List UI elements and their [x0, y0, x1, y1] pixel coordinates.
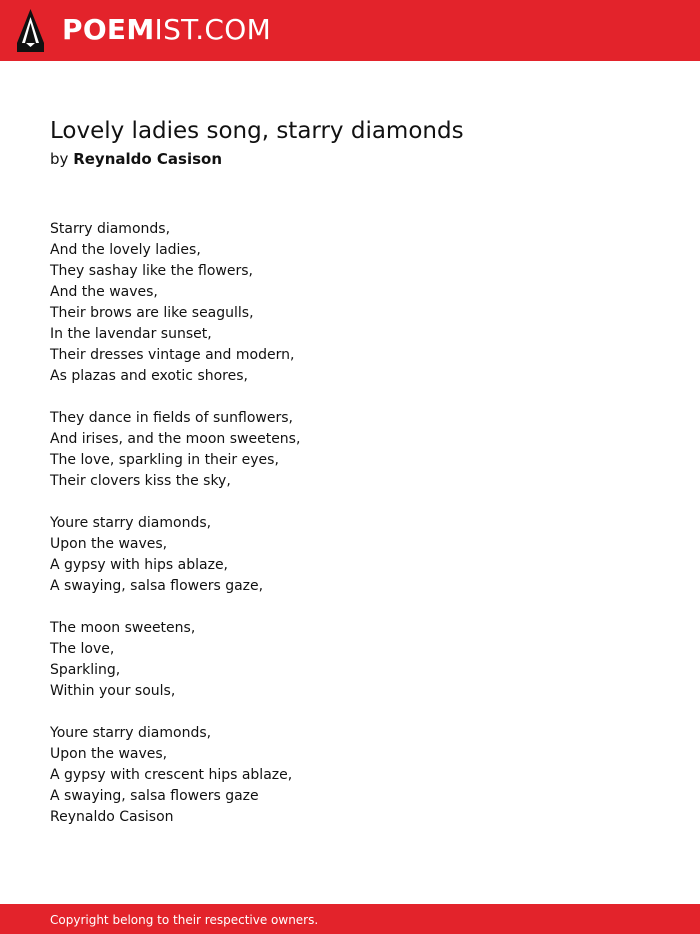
poem-title: Lovely ladies song, starry diamonds [50, 118, 464, 144]
poem-line: And the waves, [50, 284, 158, 300]
poem-line: Their clovers kiss the sky, [50, 473, 231, 489]
poem-line: Their dresses vintage and modern, [50, 347, 295, 363]
logo-text-light: IST.COM [154, 13, 272, 46]
poem-byline [50, 149, 222, 169]
poem-line: The love, sparkling in their eyes, [50, 452, 279, 468]
poem-stanza [50, 723, 650, 828]
poem-line: And irises, and the moon sweetens, [50, 431, 301, 447]
poem-line: As plazas and exotic shores, [50, 368, 248, 384]
poem-body [50, 219, 650, 849]
pen-nib-icon [17, 9, 44, 52]
poem-line: A gypsy with hips ablaze, [50, 557, 229, 573]
poem-line: And the lovely ladies, [50, 242, 201, 258]
poem-line: The love, [50, 641, 115, 657]
logo-text-bold: POEM [62, 13, 155, 46]
poem-line: Upon the waves, [50, 536, 168, 552]
poem-line: Reynaldo Casison [50, 809, 174, 825]
poem-stanza [50, 408, 650, 492]
poem-line: Sparkling, [50, 662, 121, 678]
poem-line: Upon the waves, [50, 746, 168, 762]
poem-line: Their brows are like seagulls, [50, 305, 254, 321]
poem-stanza [50, 219, 650, 387]
poem-line: A gypsy with crescent hips ablaze, [50, 767, 293, 783]
copyright-notice: Copyright belong to their respective owners. [50, 913, 319, 927]
poem-line: Starry diamonds, [50, 221, 171, 237]
footer-bar [0, 904, 700, 934]
header-bar [0, 0, 700, 61]
poem-line: They dance in fields of sunflowers, [50, 410, 293, 426]
poem-line: The moon sweetens, [50, 620, 196, 636]
poem-line: In the lavendar sunset, [50, 326, 212, 342]
poem-line: A swaying, salsa flowers gaze, [50, 578, 264, 594]
poem-line: Within your souls, [50, 683, 176, 699]
poem-line: They sashay like the flowers, [50, 263, 253, 279]
poem-line: Youre starry diamonds, [50, 515, 212, 531]
poem-line: A swaying, salsa flowers gaze [50, 788, 259, 804]
poem-stanza [50, 618, 650, 702]
author-name: Reynaldo Casison [73, 150, 223, 168]
poem-stanza [50, 513, 650, 597]
by-label: by [50, 150, 69, 168]
poem-line: Youre starry diamonds, [50, 725, 212, 741]
site-logo[interactable] [62, 12, 271, 48]
